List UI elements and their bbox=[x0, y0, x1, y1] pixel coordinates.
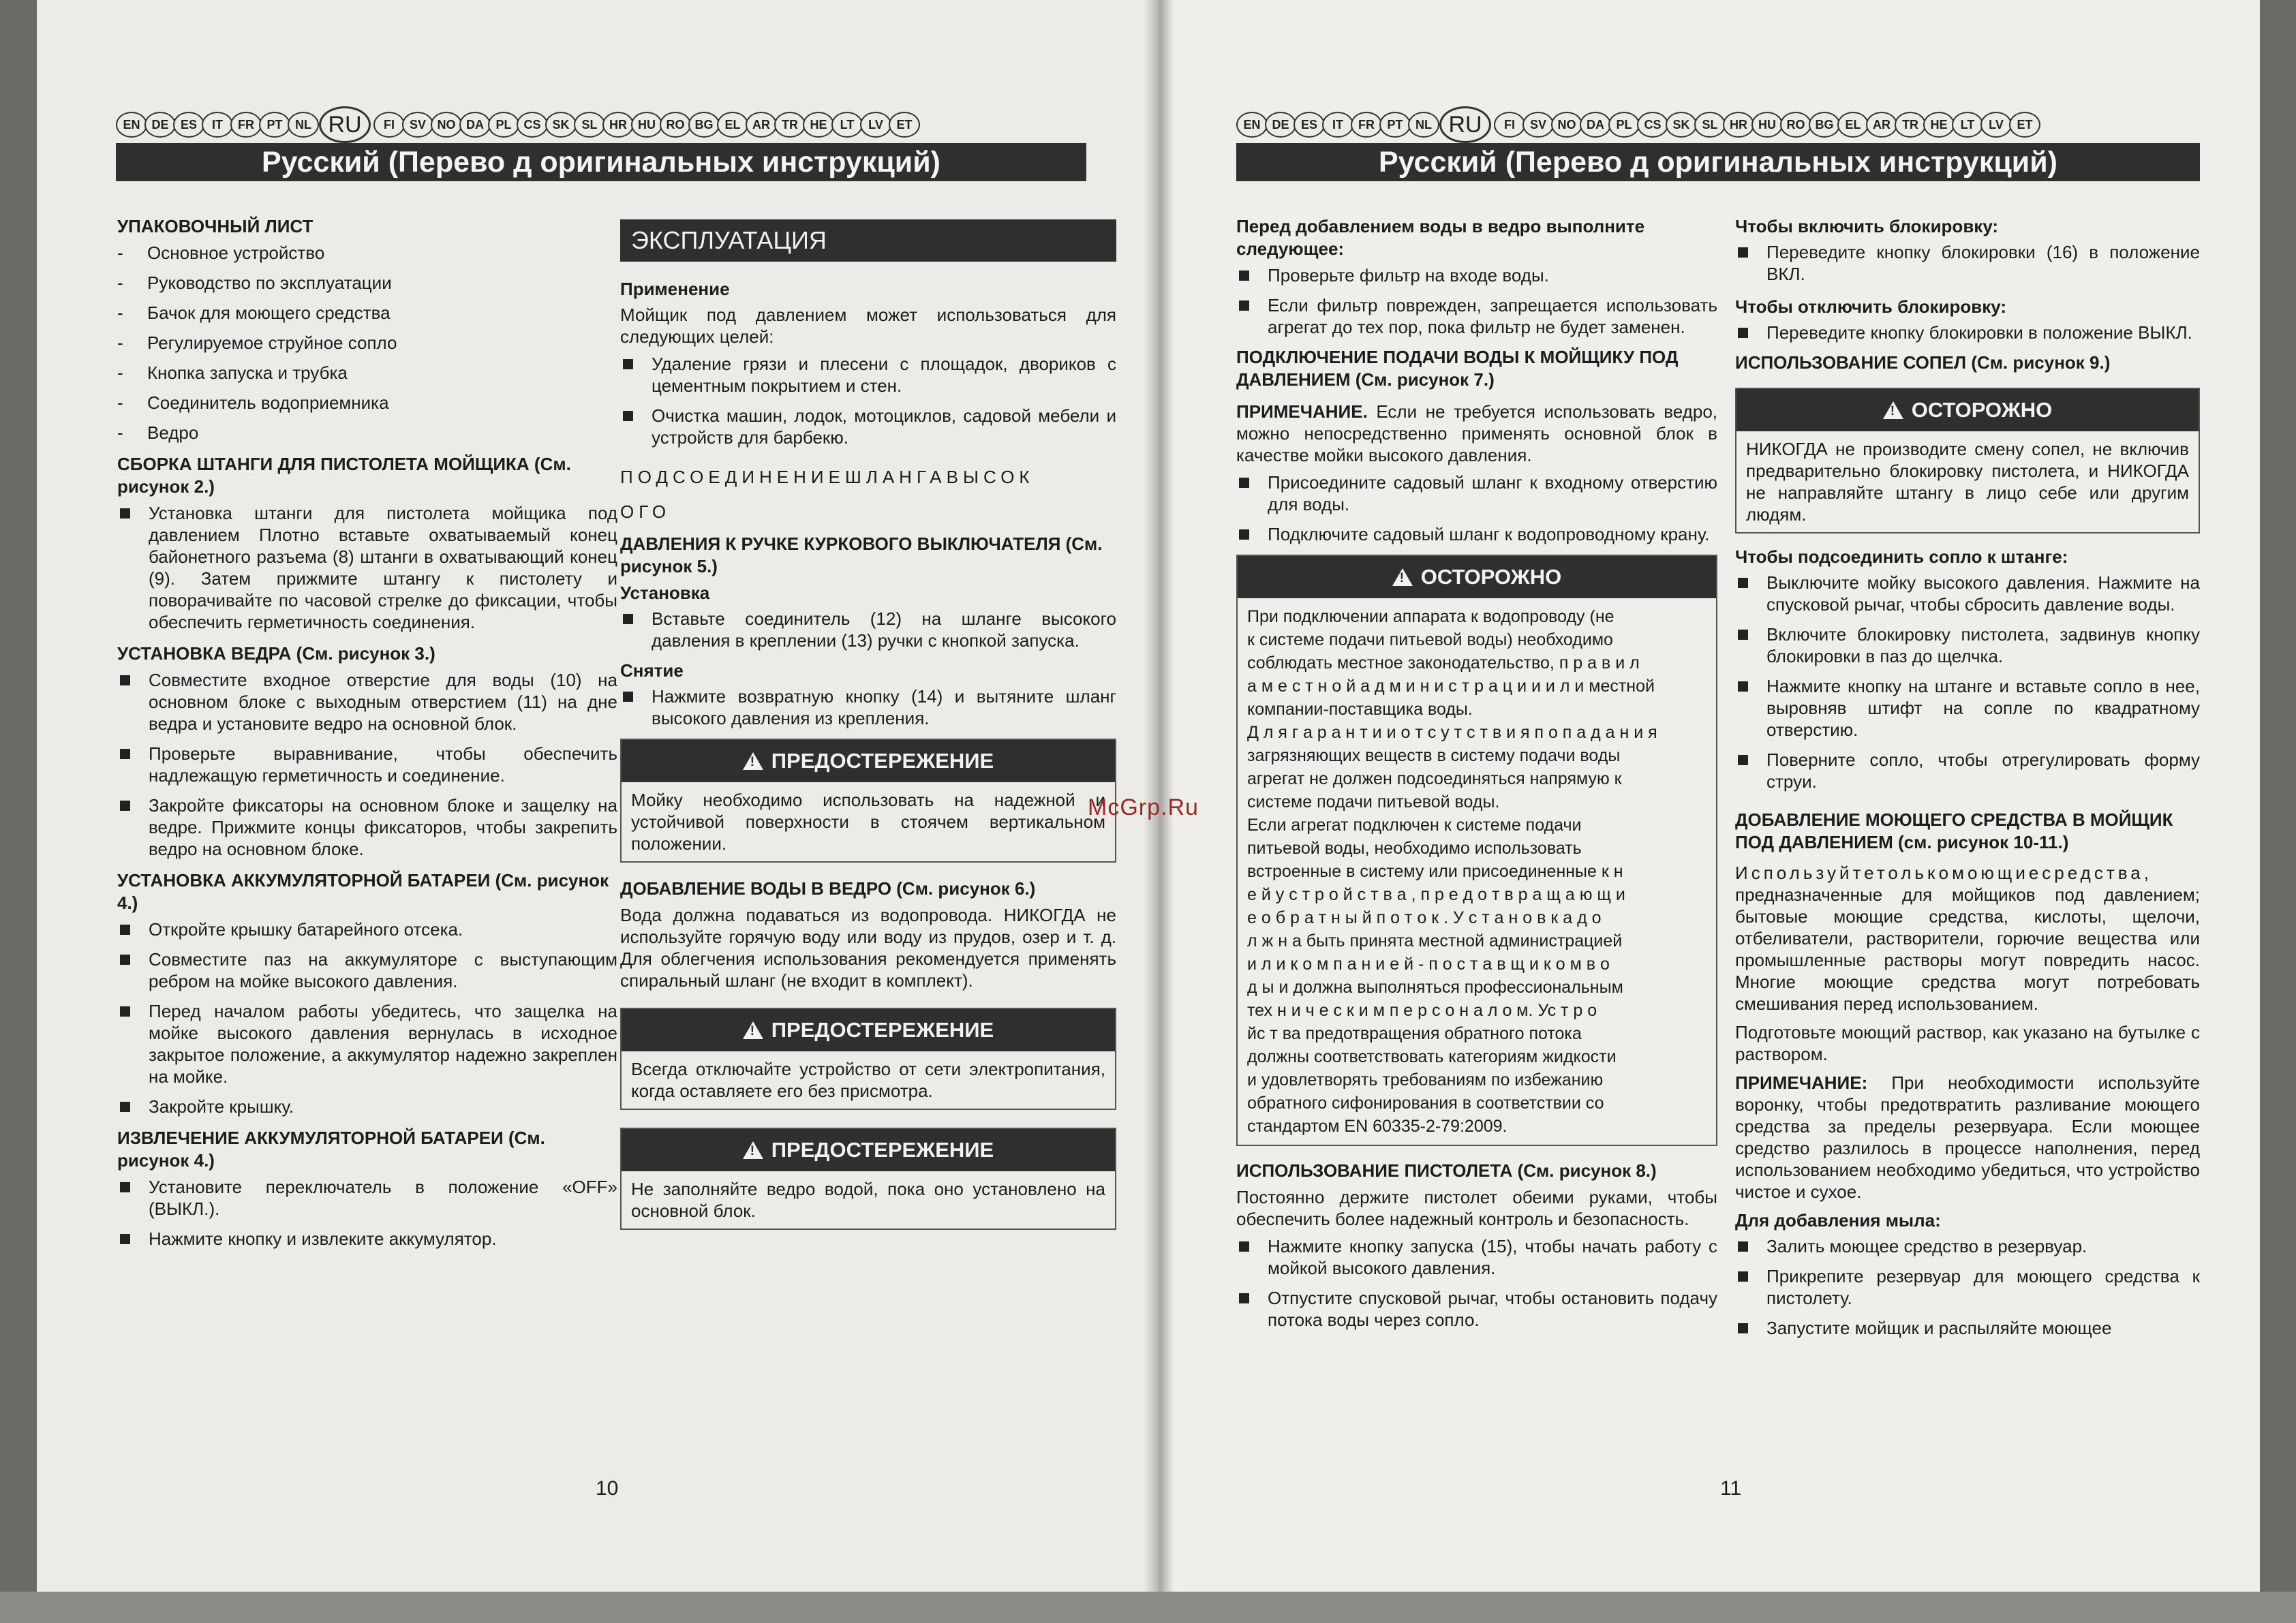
bullet-item bbox=[1735, 241, 2200, 285]
caution-title-2: ПРЕДОСТЕРЕЖЕНИЕ bbox=[771, 1018, 994, 1042]
item-text: йс т ва предотвращения обратного потока bbox=[1247, 1024, 1582, 1043]
add-water-title: ДОБАВЛЕНИЕ ВОДЫ В ВЕДРО (См. рисунок 6.) bbox=[620, 878, 1036, 899]
language-badge-sk: SK bbox=[545, 112, 577, 138]
language-badge-lt: LT bbox=[1952, 112, 1983, 138]
detergent-note-text: При необходимости используйте воронку, чтобы предотвратить разливание моющего средства за пределы резервуара. Если моющее средство разлилось в процессе наполнения, перед использованием необходимо убедиться, что устройство чистое и сухое. bbox=[1735, 1072, 2200, 1202]
text-line bbox=[1247, 906, 1706, 929]
bullet-item bbox=[1735, 322, 2200, 343]
language-badge-es: ES bbox=[1294, 112, 1325, 138]
nozzle-warning-box bbox=[1735, 388, 2200, 534]
language-badge-es: ES bbox=[173, 112, 204, 138]
language-badge-hr: HR bbox=[1723, 112, 1754, 138]
caution-box-1 bbox=[620, 739, 1116, 863]
supply-title: ПОДКЛЮЧЕНИЕ ПОДАЧИ ВОДЫ К МОЙЩИКУ ПОД ДАВЛЕНИЕМ (См. рисунок 7.) bbox=[1236, 347, 1679, 390]
item-text: Вставьте соединитель (12) на шланге высокого давления в креплении (13) ручки с кнопкой запуска. bbox=[652, 608, 1116, 651]
item-text: Нажмите кнопку запуска (15), чтобы начать работу с мойкой высокого давления. bbox=[1268, 1236, 1717, 1278]
bullet-square-icon bbox=[120, 508, 130, 519]
item-text: Закройте фиксаторы на основном блоке и защелку на ведре. Прижмите концы фиксаторов, чтобы закрепить ведро на основном блоке. bbox=[149, 795, 617, 859]
language-badge-bg: BG bbox=[1809, 112, 1840, 138]
bullet-item bbox=[1236, 1287, 1717, 1331]
language-badge-it: IT bbox=[1322, 112, 1353, 138]
left-page bbox=[37, 0, 1144, 1592]
note-text: Если не требуется использовать ведро, можно непосредственно применять основной блок в качестве мойки высокого давления. bbox=[1236, 401, 1717, 465]
text-line bbox=[1247, 814, 1706, 837]
bullet-square-icon bbox=[120, 1006, 130, 1017]
language-badge-ar: AR bbox=[746, 112, 777, 138]
language-badge-tr: TR bbox=[774, 112, 806, 138]
language-badge-he: HE bbox=[1923, 112, 1955, 138]
bullet-item bbox=[117, 1228, 617, 1250]
language-badge-sv: SV bbox=[402, 112, 433, 138]
bullet-item bbox=[1735, 623, 2200, 667]
language-badge-da: DA bbox=[1580, 112, 1611, 138]
item-text: Руководство по эксплуатации bbox=[147, 273, 392, 293]
item-text: Проверьте фильтр на входе воды. bbox=[1268, 265, 1549, 285]
lock-on-list bbox=[1735, 241, 2200, 285]
language-badge-hr: HR bbox=[602, 112, 634, 138]
item-text: стандартом EN 60335-2-79:2009. bbox=[1247, 1117, 1507, 1136]
page-number: 10 bbox=[596, 1477, 619, 1500]
language-badge-nl: NL bbox=[288, 112, 319, 138]
install-list bbox=[620, 608, 1116, 651]
language-badge-fi: FI bbox=[1494, 112, 1525, 138]
nozzles-title: ИСПОЛЬЗОВАНИЕ СОПЕЛ (См. рисунок 9.) bbox=[1735, 352, 2111, 373]
bullet-square-icon bbox=[1738, 328, 1748, 338]
text-line bbox=[1247, 790, 1706, 814]
bullet-square-icon bbox=[120, 955, 130, 965]
warning-triangle-icon bbox=[743, 752, 763, 770]
text-line bbox=[1247, 605, 1706, 628]
bullet-item bbox=[117, 502, 617, 633]
language-badge-pt: PT bbox=[1379, 112, 1411, 138]
bullet-item bbox=[117, 743, 617, 786]
item-text: Подключите садовый шланг к водопроводному крану. bbox=[1268, 524, 1710, 544]
bullet-item bbox=[1236, 294, 1717, 338]
bullet-square-icon bbox=[120, 1182, 130, 1192]
item-text: Переведите кнопку блокировки (16) в положение ВКЛ. bbox=[1766, 242, 2200, 284]
item-text: Присоедините садовый шланг к входному отверстию для воды. bbox=[1268, 472, 1717, 514]
page-title: Русский (Перево д оригинальных инструкций) bbox=[262, 145, 940, 179]
bullet-item bbox=[620, 608, 1116, 651]
bullet-item bbox=[1236, 264, 1717, 286]
warning-box bbox=[1236, 555, 1717, 1146]
language-badge-tr: TR bbox=[1895, 112, 1926, 138]
before-list bbox=[1236, 264, 1717, 338]
text-line bbox=[1247, 1092, 1706, 1115]
warning-triangle-icon bbox=[743, 1141, 763, 1159]
item-text: Переведите кнопку блокировки в положение ВЫКЛ. bbox=[1766, 322, 2192, 343]
bullet-item bbox=[117, 918, 617, 940]
item-text: Откройте крышку батарейного отсека. bbox=[149, 919, 463, 940]
item-text: л ж н а быть принята местной администрацией bbox=[1247, 931, 1623, 950]
language-badge-ru: RU bbox=[319, 106, 371, 143]
language-badge-no: NO bbox=[1551, 112, 1582, 138]
item-text: встроенные в систему или присоединенные к н bbox=[1247, 862, 1623, 881]
list-item bbox=[117, 332, 617, 354]
item-text: При подключении аппарата к водопроводу (не bbox=[1247, 607, 1614, 626]
attach-title: Чтобы подсоединить сопло к штанге: bbox=[1735, 546, 2068, 567]
item-text: Нажмите кнопку и извлеките аккумулятор. bbox=[149, 1228, 497, 1249]
bullet-square-icon bbox=[1738, 247, 1748, 258]
wand-list bbox=[117, 502, 617, 633]
bullet-square-icon bbox=[1738, 578, 1748, 588]
text-line bbox=[1247, 929, 1706, 953]
add-water-text: Вода должна подаваться из водопровода. НИКОГДА не используйте горячую воду или воду из прудов, озер и т. д. Для облегчения использования рекомендуется применять спиральный шланг (не входит в комплект). bbox=[620, 905, 1116, 991]
list-item bbox=[117, 302, 617, 324]
lock-off-title: Чтобы отключить блокировку: bbox=[1735, 296, 2007, 317]
language-badge-ro: RO bbox=[660, 112, 691, 138]
language-badge-et: ET bbox=[889, 112, 920, 138]
bullet-item bbox=[117, 1176, 617, 1220]
language-badge-ar: AR bbox=[1866, 112, 1897, 138]
gun-text: Постоянно держите пистолет обеими руками, чтобы обеспечить более надежный контроль и безопасность. bbox=[1236, 1187, 1717, 1229]
language-badge-lv: LV bbox=[860, 112, 891, 138]
gun-list bbox=[1236, 1235, 1717, 1331]
item-text: е й у с т р о й с т в а , п р е д о т в р а щ а ю щ и bbox=[1247, 885, 1625, 904]
language-badge-fr: FR bbox=[1351, 112, 1382, 138]
language-badge-ro: RO bbox=[1780, 112, 1811, 138]
language-badge-hu: HU bbox=[1751, 112, 1783, 138]
bullet-item bbox=[1735, 675, 2200, 741]
language-badge-sl: SL bbox=[574, 112, 605, 138]
language-badge-et: ET bbox=[2009, 112, 2040, 138]
warning-body bbox=[1238, 598, 1716, 1145]
item-text: и л и к о м п а н и е й - п о с т а в щ и к о м в о bbox=[1247, 955, 1610, 974]
item-text: Поверните сопло, чтобы отрегулировать форму струи. bbox=[1766, 749, 2200, 792]
item-text: Прикрепите резервуар для моющего средства к пистолету. bbox=[1766, 1266, 2200, 1308]
language-badge-ru: RU bbox=[1439, 106, 1491, 143]
language-badge-el: EL bbox=[1837, 112, 1869, 138]
hose-subtitle: ДАВЛЕНИЯ К РУЧКЕ КУРКОВОГО ВЫКЛЮЧАТЕЛЯ (См. рисунок 5.) bbox=[620, 534, 1103, 576]
text-line bbox=[1247, 721, 1706, 744]
bullet-square-icon bbox=[120, 925, 130, 935]
text-line bbox=[1247, 651, 1706, 675]
item-text: Запустите мойщик и распыляйте моющее bbox=[1766, 1318, 2112, 1338]
page-number: 11 bbox=[1720, 1477, 1742, 1500]
text-line bbox=[1247, 999, 1706, 1022]
text-line bbox=[1247, 860, 1706, 883]
item-text: Включите блокировку пистолета, задвинув кнопку блокировки в паз до щелчка. bbox=[1766, 624, 2200, 666]
page-title: Русский (Перево д оригинальных инструкций) bbox=[1379, 145, 2057, 179]
caution-text-2: Всегда отключайте устройство от сети электропитания, когда оставляете его без присмотра. bbox=[631, 1059, 1105, 1101]
item-text: тех н и ч е с к и м п е р с о н а л о м. Ус т р о bbox=[1247, 1001, 1597, 1020]
language-badge-pl: PL bbox=[488, 112, 519, 138]
language-badge-de: DE bbox=[1265, 112, 1296, 138]
hose-title-line1: ПОДСОЕДИНЕНИЕШЛАНГАВЫСОК bbox=[620, 467, 1035, 487]
caution-text-3: Не заполняйте ведро водой, пока оно установлено на основной блок. bbox=[631, 1179, 1105, 1221]
packing-title: УПАКОВОЧНЫЙ ЛИСТ bbox=[117, 216, 313, 236]
soap-list bbox=[1735, 1235, 2200, 1339]
warning-triangle-icon bbox=[743, 1021, 763, 1039]
battery-remove-title: ИЗВЛЕЧЕНИЕ АККУМУЛЯТОРНОЙ БАТАРЕИ (См. рисунок 4.) bbox=[117, 1128, 545, 1171]
warning-triangle-icon bbox=[1392, 568, 1413, 586]
use-text: Мойщик под давлением может использоваться для следующих целей: bbox=[620, 305, 1116, 347]
language-badge-en: EN bbox=[1236, 112, 1268, 138]
language-badge-de: DE bbox=[144, 112, 176, 138]
bullet-square-icon bbox=[623, 411, 633, 421]
bullet-square-icon bbox=[1738, 1323, 1748, 1333]
item-text: к системе подачи питьевой воды) необходимо bbox=[1247, 630, 1613, 649]
item-text: Закройте крышку. bbox=[149, 1096, 294, 1117]
language-badge-bg: BG bbox=[688, 112, 720, 138]
caution-box-2 bbox=[620, 1008, 1116, 1110]
bullet-square-icon bbox=[1738, 755, 1748, 765]
language-badge-da: DA bbox=[459, 112, 491, 138]
item-text: Перед началом работы убедитесь, что защелка на мойке высокого давления вернулась в исходное закрытое положение, а аккумулятор надежно закреплен на мойке. bbox=[149, 1001, 617, 1087]
item-text: агрегат не должен подсоединяться напрямую к bbox=[1247, 769, 1622, 788]
text-line bbox=[1247, 698, 1706, 721]
remove-label: Снятие bbox=[620, 660, 684, 681]
detergent-text: предназначенные для мойщиков под давлением; бытовые моющие средства, кислоты, щелочи, отбеливатели, растворители, горючие вещества или промышленные растворы могут повредить насос. Многие моющие средства могут потребовать смешивания перед использованием. bbox=[1735, 884, 2200, 1014]
battery-install-title: УСТАНОВКА АККУМУЛЯТОРНОЙ БАТАРЕИ (См. рисунок 4.) bbox=[117, 870, 609, 913]
language-badge-el: EL bbox=[717, 112, 748, 138]
detergent-note bbox=[1735, 1072, 2200, 1203]
item-text: Проверьте выравнивание, чтобы обеспечить надлежащую герметичность и соединение. bbox=[149, 743, 617, 786]
bullet-item bbox=[1735, 749, 2200, 792]
item-text: Регулируемое струйное сопло bbox=[147, 333, 397, 353]
caution-box-3 bbox=[620, 1128, 1116, 1230]
language-badge-he: HE bbox=[803, 112, 834, 138]
battery-install-list bbox=[117, 918, 617, 1117]
language-badge-lv: LV bbox=[1980, 112, 2012, 138]
item-text: компании-поставщика воды. bbox=[1247, 700, 1473, 719]
item-text: Ведро bbox=[147, 422, 199, 443]
supply-note bbox=[1236, 401, 1717, 466]
caution-title-1: ПРЕДОСТЕРЕЖЕНИЕ bbox=[771, 749, 994, 773]
language-badge-no: NO bbox=[431, 112, 462, 138]
bullet-square-icon bbox=[120, 749, 130, 759]
language-badge-it: IT bbox=[202, 112, 233, 138]
bullet-square-icon bbox=[623, 614, 633, 624]
before-title: Перед добавлением воды в ведро выполните следующее: bbox=[1236, 216, 1645, 259]
item-text: Установка штанги для пистолета мойщика под давлением Плотно вставьте охватываемый конец байонетного разъема (8) штанги в охватывающий конец (9). Затем прижмите штангу к пистолету и поворачивайте по часовой стрелке до фиксации, чтобы обеспечить герметичность соединения. bbox=[149, 503, 617, 632]
text-line bbox=[1247, 953, 1706, 976]
language-badge-pl: PL bbox=[1608, 112, 1640, 138]
bullet-item bbox=[620, 405, 1116, 448]
bullet-item bbox=[117, 1096, 617, 1117]
item-text: Совместите входное отверстие для воды (10) на основном блоке с выходным отверстием (11) на дне ведра и установите ведро на основной блок. bbox=[149, 670, 617, 734]
lock-on-title: Чтобы включить блокировку: bbox=[1735, 216, 1999, 236]
bullet-item bbox=[620, 353, 1116, 397]
use-title: Применение bbox=[620, 279, 730, 299]
bullet-square-icon bbox=[1239, 1241, 1249, 1252]
item-text: Нажмите возвратную кнопку (14) и вытяните шланг высокого давления из крепления. bbox=[652, 686, 1116, 728]
item-text: Соединитель водоприемника bbox=[147, 392, 389, 413]
bullet-square-icon bbox=[1738, 1241, 1748, 1252]
text-line bbox=[1247, 1022, 1706, 1045]
text-line bbox=[1247, 628, 1706, 651]
caution-title-3: ПРЕДОСТЕРЕЖЕНИЕ bbox=[771, 1138, 994, 1162]
use-list bbox=[620, 353, 1116, 448]
bullet-square-icon bbox=[1738, 1271, 1748, 1282]
bucket-title: УСТАНОВКА ВЕДРА (См. рисунок 3.) bbox=[117, 643, 435, 664]
bullet-square-icon bbox=[1239, 300, 1249, 311]
bullet-square-icon bbox=[1239, 270, 1249, 281]
list-item bbox=[117, 392, 617, 414]
warning-triangle-icon bbox=[1883, 401, 1903, 419]
operation-title: ЭКСПЛУАТАЦИЯ bbox=[631, 226, 827, 254]
lock-off-list bbox=[1735, 322, 2200, 343]
item-text: Если агрегат подключен к системе подачи bbox=[1247, 816, 1582, 835]
caution-text-1: Мойку необходимо использовать на надежной и устойчивой поверхности в стоячем вертикальном положении. bbox=[631, 790, 1105, 854]
bullet-square-icon bbox=[1239, 478, 1249, 488]
bucket-list bbox=[117, 669, 617, 860]
bullet-item bbox=[1236, 523, 1717, 545]
bullet-square-icon bbox=[120, 675, 130, 685]
item-text: Нажмите кнопку на штанге и вставьте сопло в нее, выровняв штифт на сопле по квадратному отверстию. bbox=[1766, 676, 2200, 740]
item-text: Удаление грязи и плесени с площадок, двориков с цементным покрытием и стен. bbox=[652, 354, 1116, 396]
bullet-square-icon bbox=[120, 801, 130, 811]
language-badge-cs: CS bbox=[517, 112, 548, 138]
language-badge-pt: PT bbox=[259, 112, 290, 138]
warning-title: ОСТОРОЖНО bbox=[1420, 565, 1562, 589]
list-item bbox=[117, 242, 617, 264]
item-text: а м е с т н о й а д м и н и с т р а ц и и и л и местной bbox=[1247, 677, 1655, 696]
bullet-item bbox=[117, 669, 617, 735]
bullet-square-icon bbox=[1738, 630, 1748, 640]
bullet-square-icon bbox=[1239, 1293, 1249, 1303]
bullet-item bbox=[1236, 1235, 1717, 1279]
nozzle-warning-text: НИКОГДА не производите смену сопел, не включив предварительно блокировку пистолета, и НИКОГДА не направляйте штангу в лицо себе или другим людям. bbox=[1746, 439, 2189, 525]
right-column-1 bbox=[1236, 215, 1717, 1339]
text-line bbox=[1247, 767, 1706, 790]
gun-title: ИСПОЛЬЗОВАНИЕ ПИСТОЛЕТА (См. рисунок 8.) bbox=[1236, 1160, 1657, 1181]
remove-list bbox=[620, 685, 1116, 729]
list-item bbox=[117, 272, 617, 294]
language-badge-nl: NL bbox=[1408, 112, 1439, 138]
list-item bbox=[117, 422, 617, 444]
battery-remove-list bbox=[117, 1176, 617, 1250]
item-text: Бачок для моющего средства bbox=[147, 303, 391, 323]
item-text: Залить моющее средство в резервуар. bbox=[1766, 1236, 2087, 1256]
language-badge-lt: LT bbox=[831, 112, 863, 138]
item-text: д ы и должна выполняться профессиональным bbox=[1247, 978, 1623, 997]
bullet-item bbox=[1236, 472, 1717, 515]
nozzle-warning-title: ОСТОРОЖНО bbox=[1911, 398, 2053, 422]
left-column-2 bbox=[620, 219, 1116, 1242]
item-text: должны соответствовать категориям жидкости bbox=[1247, 1047, 1617, 1066]
soap-title: Для добавления мыла: bbox=[1735, 1210, 1941, 1231]
item-text: Очистка машин, лодок, мотоциклов, садовой мебели и устройств для барбекю. bbox=[652, 405, 1116, 448]
language-badge-fr: FR bbox=[230, 112, 262, 138]
item-text: е о б р а т н ы й п о т о к . У с т а н о в к а д о bbox=[1247, 908, 1602, 927]
bullet-item bbox=[117, 794, 617, 860]
item-text: загрязняющих веществ в систему подачи воды bbox=[1247, 746, 1621, 765]
item-text: Выключите мойку высокого давления. Нажмите на спусковой рычаг, чтобы сбросить давление воды. bbox=[1766, 572, 2200, 615]
page-title-bar bbox=[116, 143, 1086, 181]
text-line bbox=[1247, 675, 1706, 698]
item-text: соблюдать местное законодательство, п р а в и л bbox=[1247, 653, 1640, 673]
bullet-item bbox=[620, 685, 1116, 729]
item-text: обратного сифонирования в соответствии со bbox=[1247, 1094, 1604, 1113]
language-badge-hu: HU bbox=[631, 112, 662, 138]
prepare-text: Подготовьте моющий раствор, как указано на бутылке с раствором. bbox=[1735, 1022, 2200, 1064]
scan-bottom-edge bbox=[0, 1592, 2296, 1623]
text-line bbox=[1247, 976, 1706, 999]
text-line bbox=[1247, 883, 1706, 906]
item-text: и удовлетворять требованиям по избежанию bbox=[1247, 1070, 1604, 1089]
language-selector bbox=[1236, 106, 2038, 143]
item-text: питьевой воды, необходимо использовать bbox=[1247, 839, 1582, 858]
bullet-item bbox=[117, 1000, 617, 1087]
language-badge-fi: FI bbox=[373, 112, 405, 138]
text-line bbox=[1247, 837, 1706, 860]
bullet-item bbox=[117, 948, 617, 992]
language-badge-en: EN bbox=[116, 112, 147, 138]
bullet-item bbox=[1735, 1235, 2200, 1257]
language-badge-sl: SL bbox=[1694, 112, 1726, 138]
language-badge-cs: CS bbox=[1637, 112, 1668, 138]
page-title-bar bbox=[1236, 143, 2200, 181]
item-text: системе подачи питьевой воды. bbox=[1247, 792, 1500, 812]
text-line bbox=[1247, 1045, 1706, 1068]
bullet-square-icon bbox=[623, 692, 633, 702]
detergent-note-label: ПРИМЕЧАНИЕ: bbox=[1735, 1072, 1868, 1093]
item-text: Д л я г а р а н т и и о т с у т с т в и я п о п а д а н и я bbox=[1247, 723, 1657, 742]
item-text: Установите переключатель в положение «OFF» (ВЫКЛ.). bbox=[149, 1177, 617, 1219]
bullet-item bbox=[1735, 1317, 2200, 1339]
bullet-square-icon bbox=[120, 1102, 130, 1112]
item-text: Если фильтр поврежден, запрещается использовать агрегат до тех пор, пока фильтр не будет заменен. bbox=[1268, 295, 1717, 337]
item-text: Основное устройство bbox=[147, 243, 325, 263]
wand-title: СБОРКА ШТАНГИ ДЛЯ ПИСТОЛЕТА МОЙЩИКА (См. рисунок 2.) bbox=[117, 454, 571, 497]
bullet-square-icon bbox=[623, 359, 633, 369]
detergent-title: ДОБАВЛЕНИЕ МОЮЩЕГО СРЕДСТВА В МОЙЩИК ПОД ДАВЛЕНИЕМ (см. рисунок 10-11.) bbox=[1735, 809, 2173, 852]
watermark-text: McGrp.Ru bbox=[1088, 794, 1199, 820]
detergent-lead: Используйтетолькомоющиесредства, bbox=[1735, 863, 2152, 883]
item-text: Отпустите спусковой рычаг, чтобы остановить подачу потока воды через сопло. bbox=[1268, 1288, 1717, 1330]
supply-list bbox=[1236, 472, 1717, 545]
right-page bbox=[1174, 0, 2260, 1592]
note-label: ПРИМЕЧАНИЕ. bbox=[1236, 401, 1368, 422]
bullet-item bbox=[1735, 1265, 2200, 1309]
item-text: Совместите паз на аккумуляторе с выступающим ребром на мойке высокого давления. bbox=[149, 949, 617, 991]
bullet-item bbox=[1735, 572, 2200, 615]
language-selector bbox=[116, 106, 917, 143]
bullet-square-icon bbox=[1239, 529, 1249, 540]
list-item bbox=[117, 362, 617, 384]
language-badge-sv: SV bbox=[1522, 112, 1554, 138]
hose-title-line2: ОГО bbox=[620, 501, 671, 522]
item-text: Кнопка запуска и трубка bbox=[147, 362, 348, 383]
language-badge-sk: SK bbox=[1666, 112, 1697, 138]
text-line bbox=[1247, 744, 1706, 767]
packing-list bbox=[117, 242, 617, 444]
install-label: Установка bbox=[620, 583, 710, 603]
attach-list bbox=[1735, 572, 2200, 792]
operation-bar bbox=[620, 219, 1116, 262]
right-column-2 bbox=[1735, 215, 2200, 1347]
bullet-square-icon bbox=[1738, 681, 1748, 692]
text-line bbox=[1247, 1068, 1706, 1092]
text-line bbox=[1247, 1115, 1706, 1138]
bullet-square-icon bbox=[120, 1234, 130, 1244]
left-column-1 bbox=[117, 215, 617, 1259]
